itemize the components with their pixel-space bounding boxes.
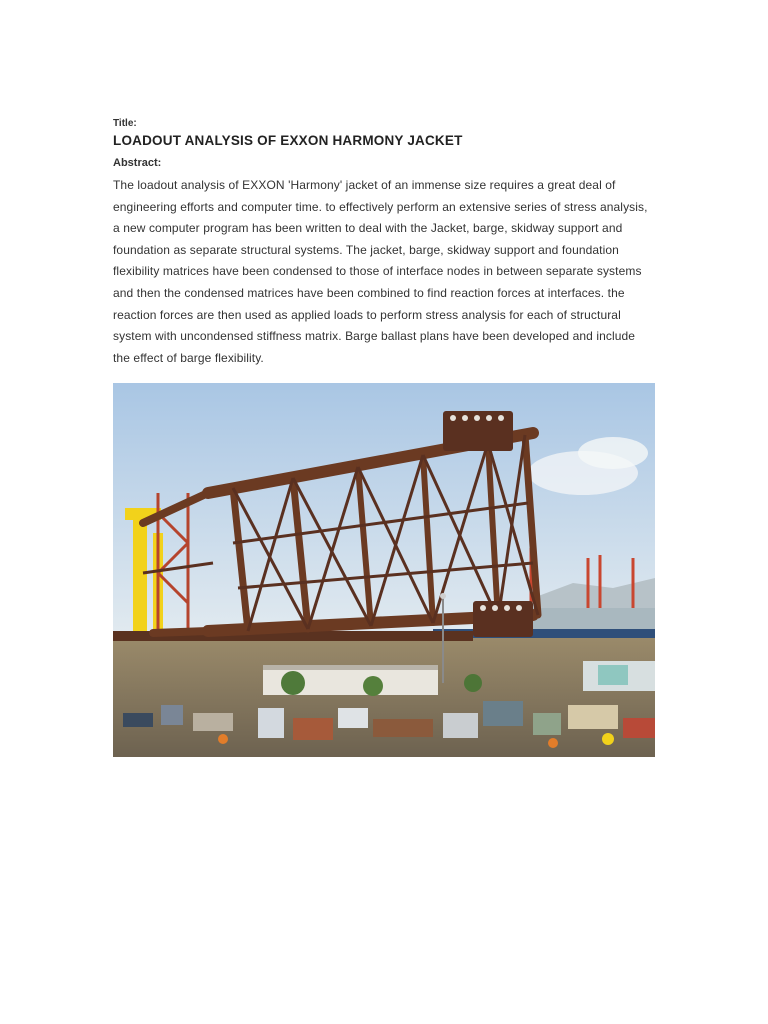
abstract-text: The loadout analysis of EXXON 'Harmony' jacket of an immense size requires a great deal of engineering efforts and computer time. to effectively perform an extensive series of stress analysis, a new computer program has been written to deal with the Jacket, barge, skidway support and foundation as separate structural systems. The jacket, barge, skidway support and foundation flexibility matrices have been condensed to those of interface nodes in between separate systems and then the condensed matrices have been combined to find reaction forces at interfaces. the reaction forces are then used as applied loads to perform stress analysis for each of structural system with uncondensed stiffness matrix. Barge ballast plans have been developed and include the effect of barge flexibility. <box>113 178 648 365</box>
document-title: LOADOUT ANALYSIS OF EXXON HARMONY JACKET <box>113 133 463 148</box>
jacket-loadout-photo <box>113 383 655 757</box>
title-label: Title: <box>113 118 137 129</box>
abstract-label: Abstract: <box>113 157 162 169</box>
